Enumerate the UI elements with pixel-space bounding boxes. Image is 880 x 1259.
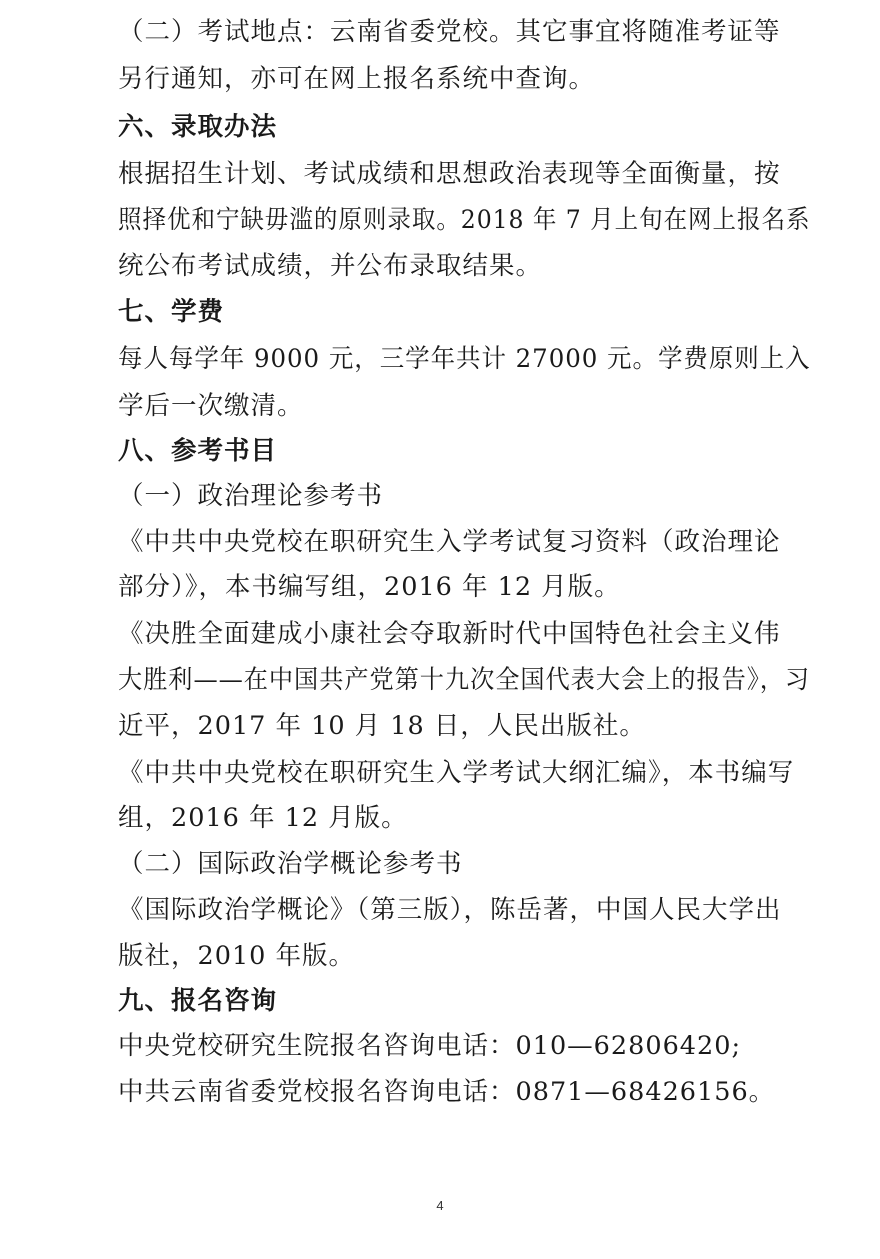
subheading-international-politics: （二）国际政治学概论参考书 xyxy=(118,849,463,879)
reference-2-line-3: 近平，2017 年 10 月 18 日，人民出版社。 xyxy=(118,711,646,741)
section-heading-enquiry: 九、报名咨询 xyxy=(118,986,278,1016)
page-number: 4 xyxy=(436,1198,444,1213)
tuition-line-2: 学后一次缴清。 xyxy=(118,391,304,421)
reference-3-line-2: 组，2016 年 12 月版。 xyxy=(118,803,408,833)
section-heading-admission: 六、录取办法 xyxy=(118,112,278,142)
admission-line-1: 根据招生计划、考试成绩和思想政治表现等全面衡量，按 xyxy=(118,159,781,189)
section-heading-tuition: 七、学费 xyxy=(118,297,225,327)
reference-2-line-2: 大胜利——在中国共产党第十九次全国代表大会上的报告》，习 xyxy=(118,665,811,695)
admission-line-3: 统公布考试成绩，并公布录取结果。 xyxy=(118,251,543,281)
section-heading-references: 八、参考书目 xyxy=(118,436,278,466)
reference-2-line-1: 《决胜全面建成小康社会夺取新时代中国特色社会主义伟 xyxy=(118,619,781,649)
subheading-political-theory: （一）政治理论参考书 xyxy=(118,481,384,511)
admission-line-2: 照择优和宁缺毋滥的原则录取。2018 年 7 月上旬在网上报名系 xyxy=(118,205,811,235)
reference-1-line-2: 部分）》，本书编写组，2016 年 12 月版。 xyxy=(118,572,621,602)
exam-location-line-2: 另行通知，亦可在网上报名系统中查询。 xyxy=(118,64,596,94)
exam-location-line-1: （二）考试地点：云南省委党校。其它事宜将随准考证等 xyxy=(118,17,781,47)
reference-4-line-1: 《国际政治学概论》（第三版），陈岳著，中国人民大学出 xyxy=(118,895,782,925)
reference-3-line-1: 《中共中央党校在职研究生入学考试大纲汇编》，本书编写 xyxy=(118,758,795,788)
reference-1-line-1: 《中共中央党校在职研究生入学考试复习资料（政治理论 xyxy=(118,527,781,557)
reference-4-line-2: 版社，2010 年版。 xyxy=(118,941,356,971)
enquiry-phone-central: 中央党校研究生院报名咨询电话：010—62806420; xyxy=(118,1031,742,1061)
enquiry-phone-yunnan: 中共云南省委党校报名咨询电话：0871—68426156。 xyxy=(118,1077,776,1107)
tuition-line-1: 每人每学年 9000 元，三学年共计 27000 元。学费原则上入 xyxy=(118,344,811,374)
